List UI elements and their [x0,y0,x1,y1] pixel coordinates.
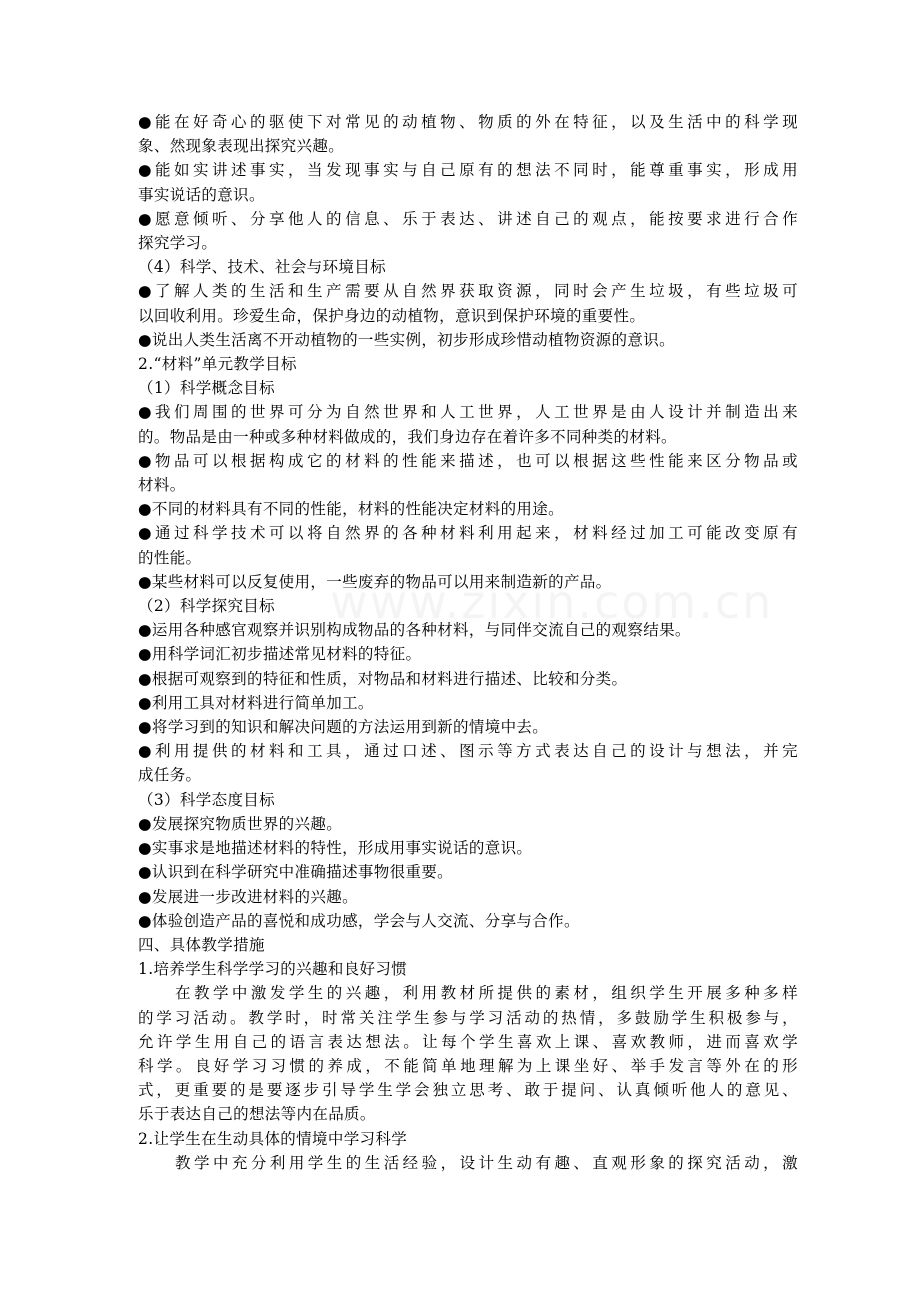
text-line: 科学。良好学习习惯的养成，不能简单地理解为上课坐好、举手发言等外在的形 [138,1056,798,1075]
text-line: 在教学中激发学生的兴趣，利用教材所提供的素材，组织学生开展多种多样 [175,984,798,1003]
text-line: ●利用工具对材料进行简单加工。 [138,693,374,712]
text-line: ●认识到在科学研究中准确描述事物很重要。 [138,863,454,882]
text-line: 象、然现象表现出探究兴趣。 [138,137,345,156]
text-line: ●根据可观察到的特征和性质，对物品和材料进行描述、比较和分类。 [138,669,628,688]
text-line: 四、具体教学措施 [138,935,265,954]
text-line: ●我们周围的世界可分为自然世界和人工世界，人工世界是由人设计并制造出来 [138,403,798,422]
text-line: ●运用各种感官观察并识别构成物品的各种材料，与同伴交流自己的观察结果。 [138,621,691,640]
text-line: ●实事求是地描述材料的特性，形成用事实说话的意识。 [138,839,533,858]
text-line: 1.培养学生科学学习的兴趣和良好习惯 [138,960,408,979]
text-line: ●物品可以根据构成它的材料的性能来描述，也可以根据这些性能来区分物品或 [138,451,798,470]
text-line: （4）科学、技术、社会与环境目标 [138,258,386,277]
text-line: ●将学习到的知识和解决问题的方法运用到新的情境中去。 [138,718,549,737]
text-line: 乐于表达自己的想法等内在品质。 [138,1105,376,1124]
text-line: 事实说话的意识。 [138,185,265,204]
text-line: ●发展进一步改进材料的兴趣。 [138,887,358,906]
text-line: （1）科学概念目标 [138,379,276,398]
text-line: 成任务。 [138,766,202,785]
text-line: 的。物品是由一种或多种材料做成的，我们身边存在着许多不同种类的材料。 [138,427,677,446]
document-body [138,110,798,1175]
text-line: 2.“材料”单元教学目标 [138,355,297,374]
text-line: ●某些材料可以反复使用，一些废弃的物品可以用来制造新的产品。 [138,572,612,591]
text-line: 材料。 [138,476,186,495]
text-line: 允许学生用自己的语言表达想法。让每个学生喜欢上课、喜欢教师，进而喜欢学 [138,1032,798,1051]
text-line: ●用科学词汇初步描述常见材料的特征。 [138,645,422,664]
text-line: ●通过科学技术可以将自然界的各种材料利用起来，材料经过加工可能改变原有 [138,524,798,543]
text-line: 2.让学生在生动具体的情境中学习科学 [138,1129,408,1148]
text-line: ●愿意倾听、分享他人的信息、乐于表达、讲述自己的观点，能按要求进行合作 [138,209,798,228]
text-line: ●利用提供的材料和工具，通过口述、图示等方式表达自己的设计与想法，并完 [138,742,798,761]
text-line: 的学习活动。教学时，时常关注学生参与学习活动的热情，多鼓励学生积极参与， [138,1008,798,1027]
text-line: ●不同的材料具有不同的性能，材料的性能决定材料的用途。 [138,500,564,519]
text-line: 的性能。 [138,548,202,567]
text-line: 探究学习。 [138,234,218,253]
text-line: 以回收利用。珍爱生命，保护身边的动植物，意识到保护环境的重要性。 [138,306,646,325]
text-line: （3）科学态度目标 [138,790,276,809]
text-line: ●能在好奇心的驱使下对常见的动植物、物质的外在特征，以及生活中的科学现 [138,113,798,131]
text-line: ●体验创造产品的喜悦和成功感，学会与人交流、分享与合作。 [138,911,580,930]
text-line: ●说出人类生活离不开动植物的一些实例，初步形成珍惜动植物资源的意识。 [138,330,675,349]
text-line: 教学中充分利用学生的生活经验，设计生动有趣、直观形象的探究活动，激 [175,1153,798,1172]
text-line: 式，更重要的是要逐步引导学生学会独立思考、敢于提问、认真倾听他人的意见、 [138,1081,798,1100]
text-line: ●发展探究物质世界的兴趣。 [138,814,343,833]
text-line: ●了解人类的生活和生产需要从自然界获取资源，同时会产生垃圾，有些垃圾可 [138,282,798,301]
text-line: （2）科学探究目标 [138,597,276,616]
text-line: ●能如实讲述事实，当发现事实与自己原有的想法不同时，能尊重事实，形成用 [138,161,798,180]
